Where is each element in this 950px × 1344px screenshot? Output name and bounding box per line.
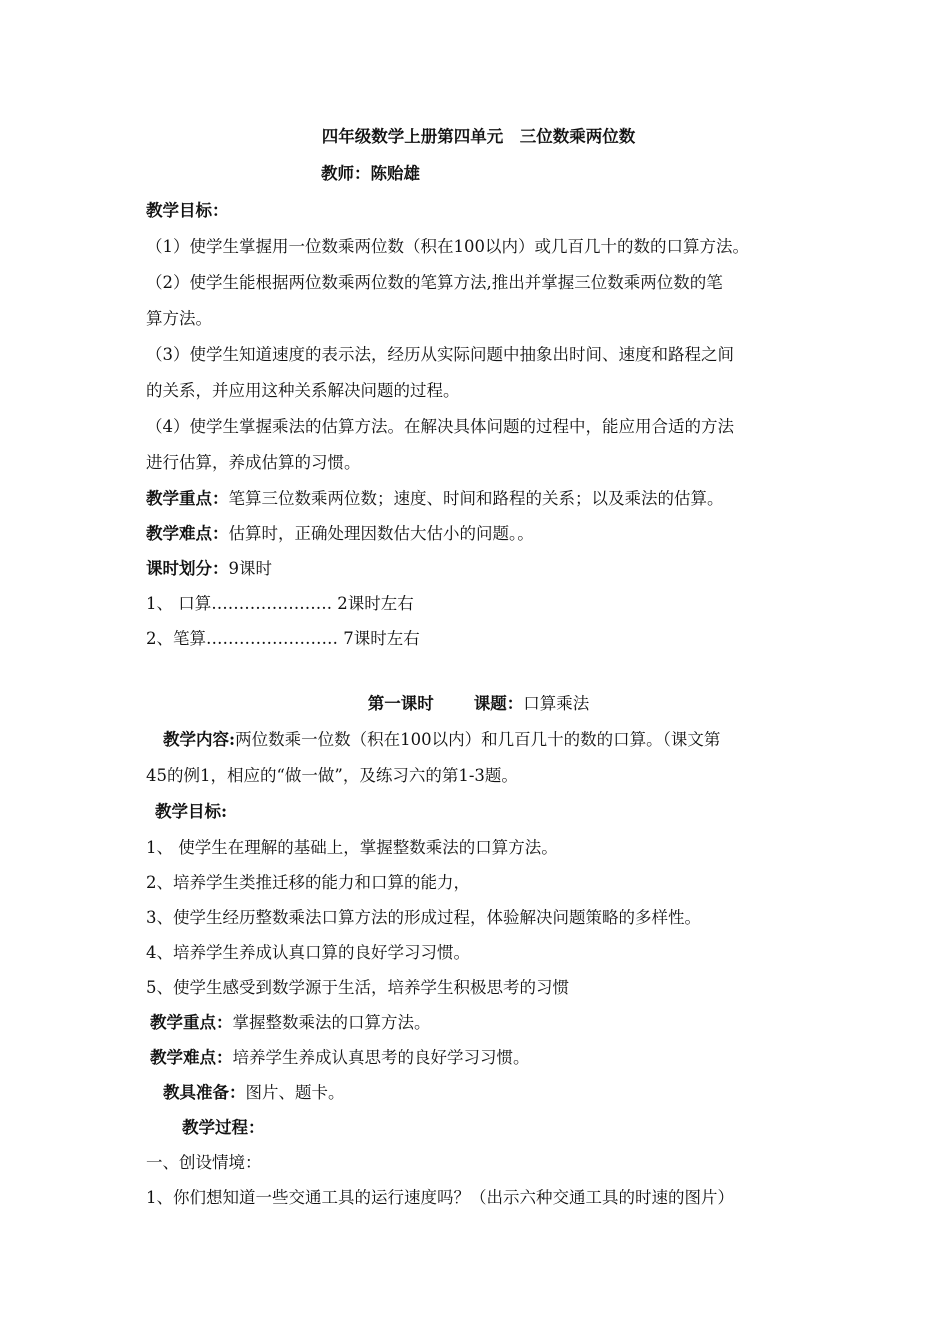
unit-goal-line: （2）使学生能根据两位数乘两位数的笔算方法,推出并掌握三位数乘两位数的笔 (146, 273, 723, 292)
unit-key-text: 笔算三位数乘两位数；速度、时间和路程的关系；以及乘法的估算。 (228, 489, 724, 508)
lesson1-heading-topic-label: 课题： (473, 694, 524, 713)
lesson1-content (146, 722, 811, 758)
lesson1-key-point (146, 1005, 811, 1040)
lesson1-difficult-label: 教学难点： (150, 1048, 233, 1067)
lesson1-goal-item: 2、培养学生类推迁移的能力和口算的能力， (146, 873, 470, 892)
lesson1-goals-heading: 教学目标: (155, 802, 228, 821)
unit-difficult-text: 估算时，正确处理因数估大估小的问题。。 (228, 524, 534, 543)
unit-difficult-label: 教学难点： (146, 524, 229, 543)
unit-goal-line: （1）使学生掌握用一位数乘两位数（积在100以内）或几百几十的数的口算方法。 (146, 237, 749, 256)
lesson1-key-label: 教学重点： (150, 1013, 233, 1032)
lesson1-heading-period: 第一课时 (367, 694, 434, 713)
document-title: 四年级数学上册第四单元 三位数乘两位数 (321, 127, 636, 146)
lesson1-content-text: 两位数乘一位数（积在100以内）和几百几十的数的口算。（课文第 (235, 730, 721, 749)
unit-goal-line: （3）使学生知道速度的表示法，经历从实际问题中抽象出时间、速度和路程之间 (146, 345, 734, 364)
teacher-name: 教师：陈贻雄 (321, 164, 420, 183)
lesson1-heading (146, 686, 811, 722)
lesson1-process-step: 1、你们想知道一些交通工具的运行速度吗？（出示六种交通工具的时速的图片） (146, 1188, 734, 1207)
lesson1-tools-label: 教具准备： (163, 1083, 246, 1102)
lesson1-goal-item: 1、 使学生在理解的基础上，掌握整数乘法的口算方法。 (146, 838, 558, 857)
unit-goal-line: 进行估算，养成估算的习惯。 (146, 453, 361, 472)
unit-periods-label: 课时划分： (146, 559, 229, 578)
lesson1-key-text: 掌握整数乘法的口算方法。 (232, 1013, 431, 1032)
unit-periods-text: 9课时 (228, 559, 272, 578)
section-gap (146, 656, 811, 686)
unit-goal-line: （4）使学生掌握乘法的估算方法。在解决具体问题的过程中，能应用合适的方法 (146, 417, 734, 436)
lesson1-content-cont: 45的例1，相应的“做一做”，及练习六的第1-3题。 (146, 766, 518, 785)
lesson1-tools-text: 图片、题卡。 (245, 1083, 345, 1102)
unit-goals-heading: 教学目标： (146, 201, 229, 220)
lesson1-content-label: 教学内容: (163, 730, 236, 749)
lesson1-goal-item: 5、使学生感受到数学源于生活，培养学生积极思考的习惯 (146, 978, 569, 997)
unit-goal-line: 的关系，并应用这种关系解决问题的过程。 (146, 381, 460, 400)
lesson1-goal-item: 4、培养学生养成认真口算的良好学习习惯。 (146, 943, 470, 962)
lesson1-goal-item: 3、使学生经历整数乘法口算方法的形成过程，体验解决问题策略的多样性。 (146, 908, 701, 927)
unit-key-label: 教学重点： (146, 489, 229, 508)
lesson1-difficult-point (146, 1040, 811, 1075)
period-item: 1、 口算…………………. 2课时左右 (146, 594, 414, 613)
lesson1-process-step: 一、创设情境： (146, 1153, 262, 1172)
unit-key-point (146, 481, 811, 516)
lesson1-process-heading: 教学过程： (182, 1118, 265, 1137)
unit-periods (146, 551, 811, 586)
period-item: 2、笔算…………………… 7课时左右 (146, 629, 420, 648)
unit-goal-line: 算方法。 (146, 309, 212, 328)
unit-difficult-point (146, 516, 811, 551)
lesson1-heading-topic: 口算乘法 (523, 694, 590, 713)
document-body (146, 118, 811, 1215)
lesson1-tools (146, 1075, 811, 1110)
lesson1-difficult-text: 培养学生养成认真思考的良好学习习惯。 (232, 1048, 530, 1067)
